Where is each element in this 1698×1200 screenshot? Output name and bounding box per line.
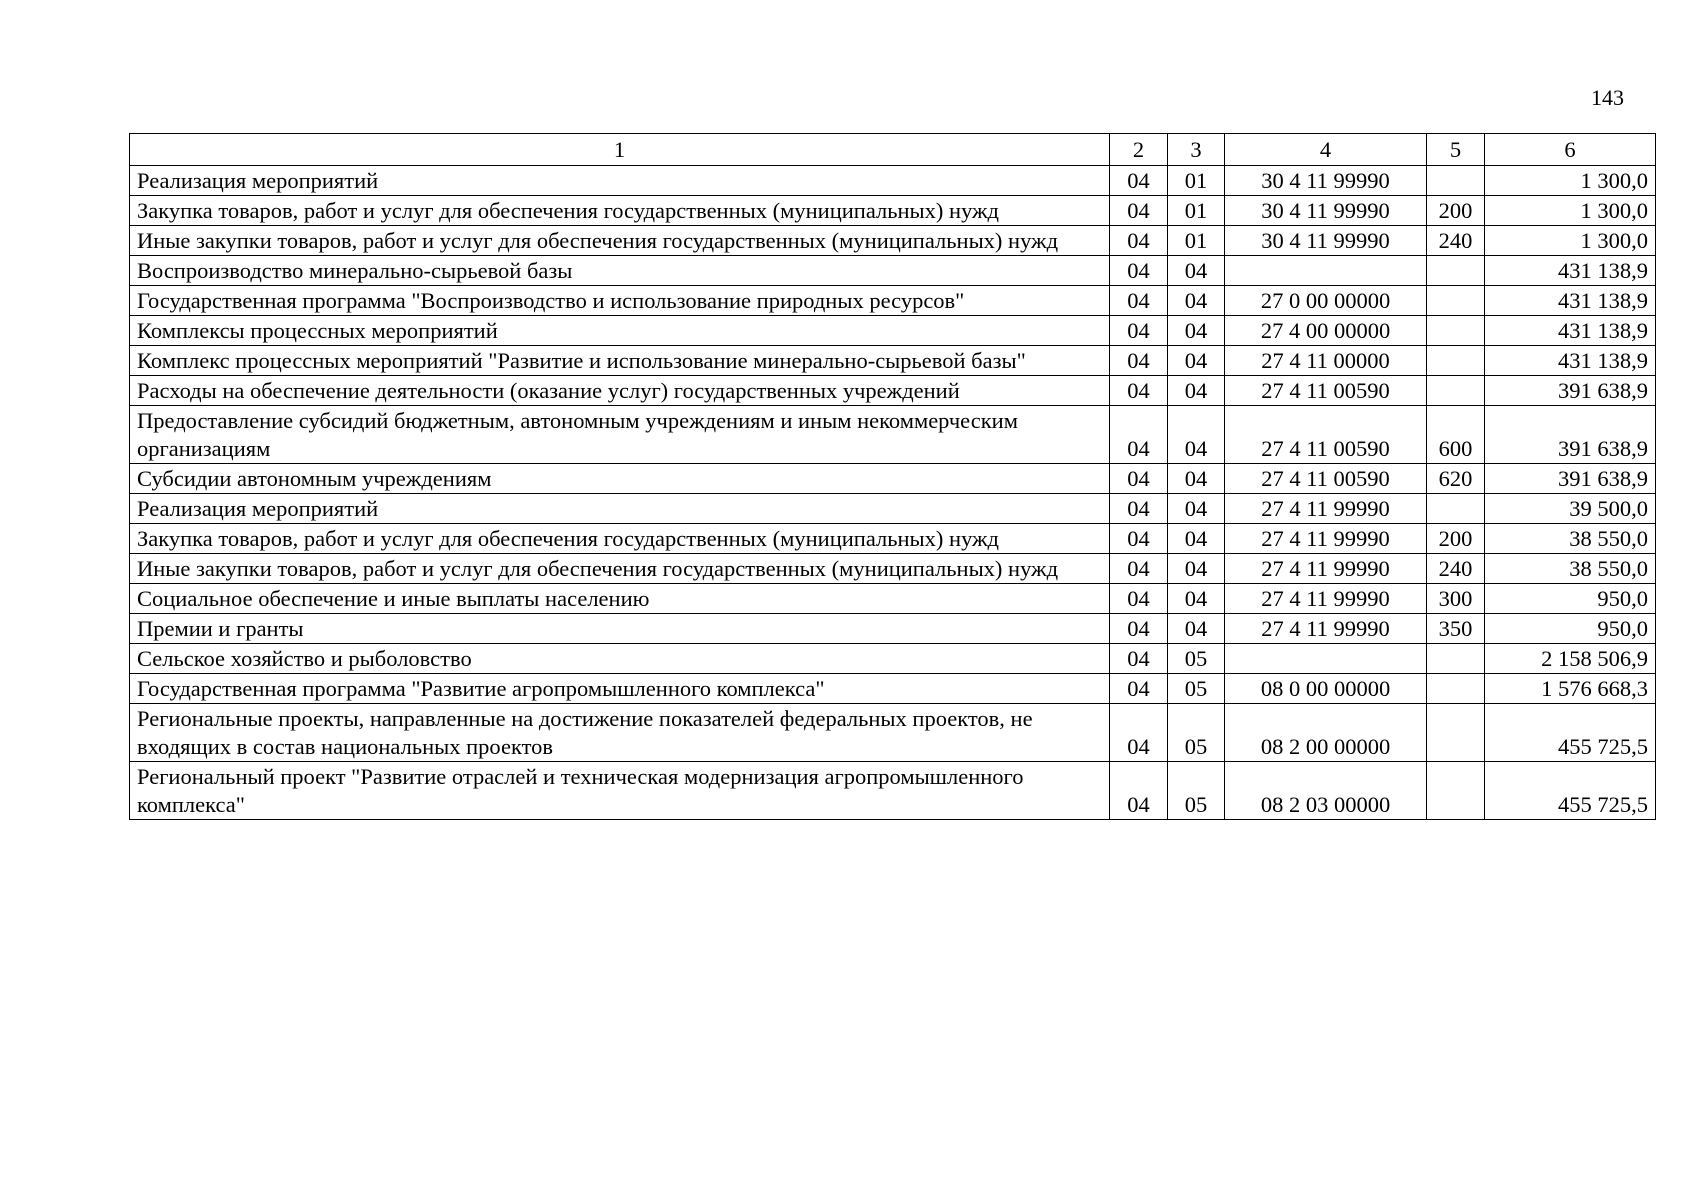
- table-row: [130, 554, 1656, 584]
- amount-cell: 1 300,0: [1485, 166, 1656, 196]
- target-item-code-cell: 27 4 11 00590: [1225, 406, 1427, 464]
- target-item-code-cell: 27 4 11 99990: [1225, 584, 1427, 614]
- amount-cell: 38 550,0: [1485, 524, 1656, 554]
- table-row: [130, 346, 1656, 376]
- row-name-cell: Закупка товаров, работ и услуг для обеспечения государственных (муниципальных) нужд: [130, 524, 1110, 554]
- target-item-code-cell: 30 4 11 99990: [1225, 196, 1427, 226]
- expense-type-cell: [1427, 704, 1485, 762]
- section-code-cell: 04: [1110, 644, 1168, 674]
- section-code-cell: 04: [1110, 346, 1168, 376]
- amount-cell: 391 638,9: [1485, 406, 1656, 464]
- target-item-code-cell: 27 0 00 00000: [1225, 286, 1427, 316]
- target-item-code-cell: 30 4 11 99990: [1225, 166, 1427, 196]
- amount-cell: 38 550,0: [1485, 554, 1656, 584]
- subsection-code-cell: 01: [1168, 196, 1225, 226]
- row-name-cell: Субсидии автономным учреждениям: [130, 464, 1110, 494]
- target-item-code-cell: [1225, 256, 1427, 286]
- expense-type-cell: 240: [1427, 226, 1485, 256]
- target-item-code-cell: 08 0 00 00000: [1225, 674, 1427, 704]
- amount-cell: 950,0: [1485, 614, 1656, 644]
- target-item-code-cell: 08 2 03 00000: [1225, 762, 1427, 820]
- expense-type-cell: 240: [1427, 554, 1485, 584]
- subsection-code-cell: 04: [1168, 346, 1225, 376]
- target-item-code-cell: [1225, 644, 1427, 674]
- expense-type-cell: [1427, 494, 1485, 524]
- row-name-cell: Реализация мероприятий: [130, 494, 1110, 524]
- section-code-cell: 04: [1110, 554, 1168, 584]
- target-item-code-cell: 27 4 11 00590: [1225, 464, 1427, 494]
- section-code-cell: 04: [1110, 286, 1168, 316]
- subsection-code-cell: 04: [1168, 406, 1225, 464]
- row-name-cell: Реализация мероприятий: [130, 166, 1110, 196]
- table-row: [130, 644, 1656, 674]
- amount-cell: 39 500,0: [1485, 494, 1656, 524]
- section-code-cell: 04: [1110, 406, 1168, 464]
- header-cell: 3: [1168, 134, 1225, 166]
- target-item-code-cell: 27 4 11 99990: [1225, 494, 1427, 524]
- subsection-code-cell: 05: [1168, 762, 1225, 820]
- subsection-code-cell: 01: [1168, 226, 1225, 256]
- row-name-cell: Расходы на обеспечение деятельности (оказание услуг) государственных учреждений: [130, 376, 1110, 406]
- target-item-code-cell: 08 2 00 00000: [1225, 704, 1427, 762]
- row-name-cell: Иные закупки товаров, работ и услуг для обеспечения государственных (муниципальных) нужд: [130, 226, 1110, 256]
- amount-cell: 391 638,9: [1485, 464, 1656, 494]
- amount-cell: 391 638,9: [1485, 376, 1656, 406]
- table-row: [130, 524, 1656, 554]
- row-name-cell: Премии и гранты: [130, 614, 1110, 644]
- table-row: [130, 166, 1656, 196]
- expense-type-cell: 200: [1427, 196, 1485, 226]
- subsection-code-cell: 04: [1168, 316, 1225, 346]
- target-item-code-cell: 27 4 11 00590: [1225, 376, 1427, 406]
- row-name-cell: Социальное обеспечение и иные выплаты населению: [130, 584, 1110, 614]
- target-item-code-cell: 30 4 11 99990: [1225, 226, 1427, 256]
- expense-type-cell: 350: [1427, 614, 1485, 644]
- subsection-code-cell: 04: [1168, 584, 1225, 614]
- expense-type-cell: 600: [1427, 406, 1485, 464]
- row-name-cell: Сельское хозяйство и рыболовство: [130, 644, 1110, 674]
- expense-type-cell: [1427, 166, 1485, 196]
- expense-type-cell: 200: [1427, 524, 1485, 554]
- row-name-cell: Комплекс процессных мероприятий "Развитие и использование минерально-сырьевой базы": [130, 346, 1110, 376]
- table-row: [130, 614, 1656, 644]
- table-row: [130, 494, 1656, 524]
- section-code-cell: 04: [1110, 524, 1168, 554]
- row-name-cell: Государственная программа "Развитие агропромышленного комплекса": [130, 674, 1110, 704]
- expense-type-cell: [1427, 762, 1485, 820]
- table-row: [130, 674, 1656, 704]
- expense-type-cell: [1427, 256, 1485, 286]
- section-code-cell: 04: [1110, 614, 1168, 644]
- amount-cell: 2 158 506,9: [1485, 644, 1656, 674]
- target-item-code-cell: 27 4 11 99990: [1225, 614, 1427, 644]
- table-row: [130, 226, 1656, 256]
- table-row: [130, 316, 1656, 346]
- subsection-code-cell: 04: [1168, 494, 1225, 524]
- table-row: [130, 464, 1656, 494]
- subsection-code-cell: 05: [1168, 674, 1225, 704]
- subsection-code-cell: 04: [1168, 464, 1225, 494]
- section-code-cell: 04: [1110, 584, 1168, 614]
- expense-type-cell: 300: [1427, 584, 1485, 614]
- row-name-cell: Закупка товаров, работ и услуг для обеспечения государственных (муниципальных) нужд: [130, 196, 1110, 226]
- row-name-cell: Воспроизводство минерально-сырьевой базы: [130, 256, 1110, 286]
- table-row: [130, 196, 1656, 226]
- subsection-code-cell: 05: [1168, 644, 1225, 674]
- section-code-cell: 04: [1110, 196, 1168, 226]
- expense-type-cell: [1427, 286, 1485, 316]
- table-row: [130, 762, 1656, 820]
- row-name-cell: Региональный проект "Развитие отраслей и техническая модернизация агропромышленного комплекса": [130, 762, 1110, 820]
- table-header-row: [130, 134, 1656, 166]
- section-code-cell: 04: [1110, 376, 1168, 406]
- expense-type-cell: [1427, 376, 1485, 406]
- expense-type-cell: [1427, 674, 1485, 704]
- subsection-code-cell: 01: [1168, 166, 1225, 196]
- expense-type-cell: [1427, 346, 1485, 376]
- amount-cell: 431 138,9: [1485, 256, 1656, 286]
- table-row: [130, 286, 1656, 316]
- table-row: [130, 704, 1656, 762]
- subsection-code-cell: 05: [1168, 704, 1225, 762]
- section-code-cell: 04: [1110, 704, 1168, 762]
- row-name-cell: Комплексы процессных мероприятий: [130, 316, 1110, 346]
- table-row: [130, 256, 1656, 286]
- row-name-cell: Государственная программа "Воспроизводство и использование природных ресурсов": [130, 286, 1110, 316]
- expense-type-cell: [1427, 644, 1485, 674]
- subsection-code-cell: 04: [1168, 614, 1225, 644]
- budget-table: [129, 133, 1656, 820]
- expense-type-cell: [1427, 316, 1485, 346]
- target-item-code-cell: 27 4 11 00000: [1225, 346, 1427, 376]
- target-item-code-cell: 27 4 11 99990: [1225, 524, 1427, 554]
- header-cell: 6: [1485, 134, 1656, 166]
- table-row: [130, 406, 1656, 464]
- amount-cell: 950,0: [1485, 584, 1656, 614]
- amount-cell: 431 138,9: [1485, 316, 1656, 346]
- section-code-cell: 04: [1110, 674, 1168, 704]
- amount-cell: 431 138,9: [1485, 286, 1656, 316]
- section-code-cell: 04: [1110, 256, 1168, 286]
- header-cell: 1: [130, 134, 1110, 166]
- row-name-cell: Иные закупки товаров, работ и услуг для обеспечения государственных (муниципальных) нужд: [130, 554, 1110, 584]
- section-code-cell: 04: [1110, 226, 1168, 256]
- subsection-code-cell: 04: [1168, 286, 1225, 316]
- row-name-cell: Предоставление субсидий бюджетным, автономным учреждениям и иным некоммерческим организациям: [130, 406, 1110, 464]
- row-name-cell: Региональные проекты, направленные на достижение показателей федеральных проектов, не входящих в состав национальных проектов: [130, 704, 1110, 762]
- amount-cell: 431 138,9: [1485, 346, 1656, 376]
- table-row: [130, 376, 1656, 406]
- target-item-code-cell: 27 4 00 00000: [1225, 316, 1427, 346]
- amount-cell: 1 300,0: [1485, 226, 1656, 256]
- header-cell: 2: [1110, 134, 1168, 166]
- amount-cell: 455 725,5: [1485, 704, 1656, 762]
- amount-cell: 455 725,5: [1485, 762, 1656, 820]
- target-item-code-cell: 27 4 11 99990: [1225, 554, 1427, 584]
- subsection-code-cell: 04: [1168, 554, 1225, 584]
- section-code-cell: 04: [1110, 166, 1168, 196]
- amount-cell: 1 576 668,3: [1485, 674, 1656, 704]
- amount-cell: 1 300,0: [1485, 196, 1656, 226]
- expense-type-cell: 620: [1427, 464, 1485, 494]
- header-cell: 4: [1225, 134, 1427, 166]
- section-code-cell: 04: [1110, 316, 1168, 346]
- header-cell: 5: [1427, 134, 1485, 166]
- section-code-cell: 04: [1110, 494, 1168, 524]
- page-number: 143: [1591, 85, 1624, 110]
- subsection-code-cell: 04: [1168, 376, 1225, 406]
- table-row: [130, 584, 1656, 614]
- subsection-code-cell: 04: [1168, 524, 1225, 554]
- subsection-code-cell: 04: [1168, 256, 1225, 286]
- section-code-cell: 04: [1110, 762, 1168, 820]
- section-code-cell: 04: [1110, 464, 1168, 494]
